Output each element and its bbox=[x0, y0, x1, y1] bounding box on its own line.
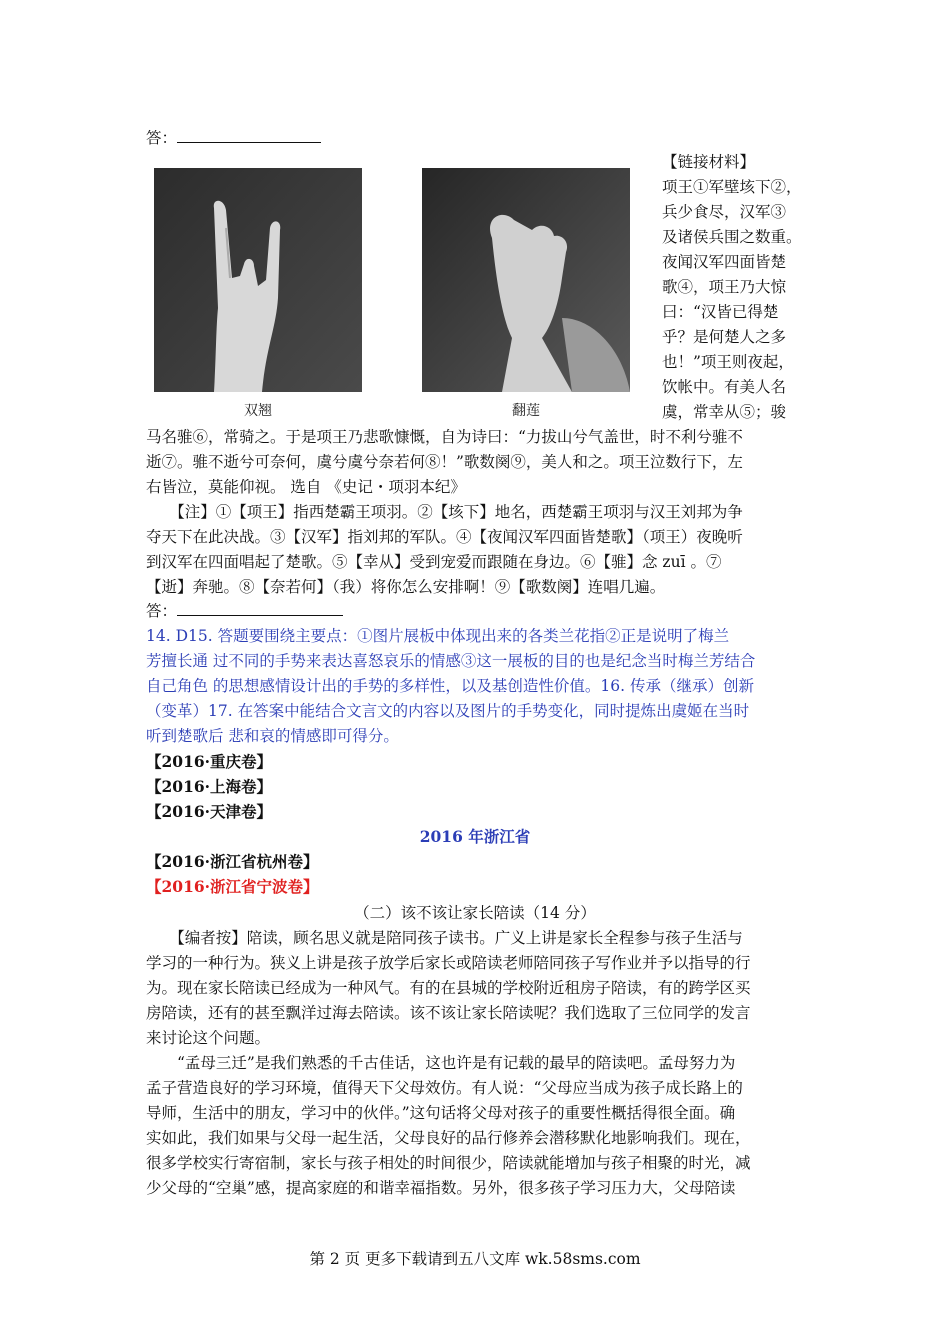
side-line: 歌④，项王乃大惊 bbox=[662, 278, 787, 296]
zhejiang-heading: 2016 年浙江省 bbox=[419, 827, 531, 846]
link-material-heading: 【链接材料】 bbox=[662, 153, 756, 171]
passage-line: 少父母的“空巢”感，提高家庭的和谐幸福指数。另外，很多孩子学习压力大，父母陪读 bbox=[146, 1179, 736, 1197]
passage-line: 【编者按】陪读，顾名思义就是陪同孩子读书。广义上讲是家长全程参与孩子生活与 bbox=[146, 929, 743, 947]
answer-label: 答： bbox=[146, 129, 178, 147]
side-line: 夜闻汉军四面皆楚 bbox=[662, 253, 787, 271]
note-line: 夺天下在此决战。③【汉军】指刘邦的军队。④【夜闻汉军四面皆楚歌】（项王）夜晚听 bbox=[146, 528, 743, 546]
section-hangzhou: 【2016·浙江省杭州卷】 bbox=[146, 852, 319, 871]
photo-panel bbox=[146, 160, 638, 420]
answer-label: 答： bbox=[146, 602, 178, 620]
passage-line: 房陪读，还有的甚至飘洋过海去陪读。该不该让家长陪读呢？我们选取了三位同学的发言 bbox=[146, 1004, 751, 1022]
page-footer bbox=[0, 1247, 950, 1272]
answer-blank bbox=[177, 126, 321, 143]
caption-fanlian: 翻莲 bbox=[512, 403, 540, 419]
caption-shuangqiao: 双翘 bbox=[244, 403, 272, 419]
answer-key-line: 听到楚歌后 悲和哀的情感即可得分。 bbox=[146, 727, 399, 745]
answer-key-line: 芳擅长通 过不同的手势来表达喜怒哀乐的情感③这一展板的目的也是纪念当时梅兰芳结合 bbox=[146, 652, 756, 670]
passage-line: 导师，生活中的朋友，学习中的伙伴。”这句话将父母对孩子的重要性概括得很全面。确 bbox=[146, 1104, 736, 1122]
note-line: 到汉军在四面唱起了楚歌。⑤【幸从】受到宠爱而跟随在身边。⑥【骓】念 zuī 。⑦ bbox=[146, 553, 722, 571]
passage-line: 很多学校实行寄宿制，家长与孩子相处的时间很少，陪读就能增加与孩子相聚的时光，减 bbox=[146, 1154, 751, 1172]
answer-line-2 bbox=[146, 599, 343, 624]
side-line: 也！”项王则夜起， bbox=[662, 353, 794, 371]
passage-line: 逝⑦。骓不逝兮可奈何，虞兮虞兮奈若何⑧！”歌数阕⑨，美人和之。项王泣数行下，左 bbox=[146, 453, 743, 471]
section-ningbo: 【2016·浙江省宁波卷】 bbox=[146, 877, 319, 896]
passage-line: 马名骓⑥，常骑之。于是项王乃悲歌慷慨，自为诗曰：“力拔山兮气盖世，时不利兮骓不 bbox=[146, 428, 743, 446]
passage-line: 实如此，我们如果与父母一起生活，父母良好的品行修养会潜移默化地影响我们。现在， bbox=[146, 1129, 751, 1147]
passage-line: 右皆泣，莫能仰视。 选自 《史记・项羽本纪》 bbox=[146, 478, 466, 496]
answer-key-line: 14. D15. 答题要围绕主要点：①图片展板中体现出来的各类兰花指②正是说明了梅兰 bbox=[146, 627, 730, 645]
passage-line: “孟母三迁”是我们熟悉的千古佳话，这也许是有记载的最早的陪读吧。孟母努力为 bbox=[146, 1054, 736, 1072]
section-tianjin: 【2016·天津卷】 bbox=[146, 802, 273, 821]
side-line: 及诸侯兵围之数重。 bbox=[662, 228, 802, 246]
passage-line: 为。现在家长陪读已经成为一种风气。有的在县城的学校附近租房子陪读，有的跨学区买 bbox=[146, 979, 751, 997]
shuangqiao-hand-photo bbox=[154, 168, 362, 392]
passage-line: 来讨论这个问题。 bbox=[146, 1029, 271, 1047]
section-shanghai: 【2016·上海卷】 bbox=[146, 777, 273, 796]
passage-line: 学习的一种行为。狭义上讲是孩子放学后家长或陪读老师陪同孩子写作业并予以指导的行 bbox=[146, 954, 751, 972]
side-line: 项王①军壁垓下②， bbox=[662, 178, 802, 196]
passage-title: （二）该不该让家长陪读（14 分） bbox=[354, 904, 596, 922]
answer-line-1 bbox=[146, 126, 321, 151]
side-line: 饮帐中。有美人名 bbox=[662, 378, 787, 396]
answer-key-line: 自己角色 的思想感情设计出的手势的多样性，以及基创造性价值。16. 传承（继承）创新 bbox=[146, 677, 755, 695]
passage-line: 孟子营造良好的学习环境，值得天下父母效仿。有人说：“父母应当成为孩子成长路上的 bbox=[146, 1079, 743, 1097]
note-line: 【注】①【项王】指西楚霸王项羽。②【垓下】地名，西楚霸王项羽与汉王刘邦为争 bbox=[146, 503, 743, 521]
side-line: 虞，常幸从⑤；骏 bbox=[662, 403, 787, 421]
answer-key-line: （变革）17. 在答案中能结合文言文的内容以及图片的手势变化，同时提炼出虞姬在当时 bbox=[146, 702, 750, 720]
side-line: 乎？是何楚人之多 bbox=[662, 328, 787, 346]
side-line: 曰：“汉皆已得楚 bbox=[662, 303, 779, 321]
fanlian-hand-photo bbox=[422, 168, 630, 392]
footer-link[interactable]: 第 2 页 更多下载请到五八文库 wk.58sms.com bbox=[309, 1250, 641, 1268]
answer-blank bbox=[177, 599, 343, 616]
section-chongqing: 【2016·重庆卷】 bbox=[146, 752, 273, 771]
side-line: 兵少食尽，汉军③ bbox=[662, 203, 787, 221]
note-line: 【逝】奔驰。⑧【奈若何】（我）将你怎么安排啊！⑨【歌数阕】连唱几遍。 bbox=[146, 578, 666, 596]
